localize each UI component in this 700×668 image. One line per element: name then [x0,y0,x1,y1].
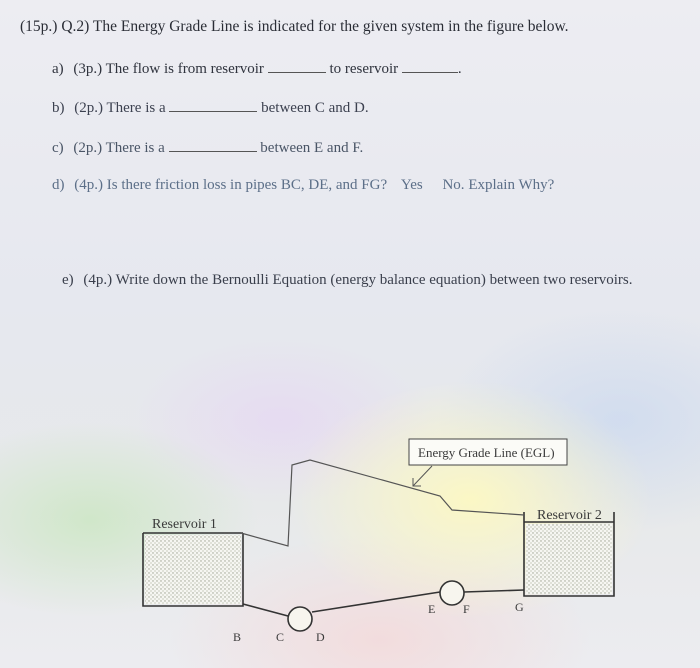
pipe-bc [243,604,288,616]
question-b-lead: b) [52,100,65,116]
question-a-text2: to reservoir [329,61,399,77]
question-e-lead: e) [62,272,74,288]
question-a-end: . [457,61,462,77]
reservoir-2-water [526,524,612,594]
egl-arrow-shaft [413,466,432,486]
pipe-de [312,592,440,612]
question-d-text1: Is there friction loss in pipes BC, DE, and FG? [106,177,388,193]
point-g-label: G [515,600,524,614]
question-d-lead: d) [52,177,65,193]
question-d-explain: Explain Why? [468,177,555,193]
reservoir-1-water [145,535,241,604]
question-c-text2: between E and F. [260,140,364,156]
question-b-text2: between C and D. [261,100,369,116]
egl-label: Energy Grade Line (EGL) [418,445,555,460]
question-b-text1: There is a [106,100,166,116]
reservoir-1-label: Reservoir 1 [152,517,217,532]
question-c-text1: There is a [105,140,165,156]
point-f-label: F [463,602,470,616]
device-cd-circle [288,607,312,631]
question-a-text1: The flow is from reservoir [105,61,264,77]
question-a-points: (3p.) [73,61,103,77]
device-ef-circle [440,581,464,605]
option-yes[interactable]: Yes [400,177,423,193]
pipe-fg [464,590,524,592]
question-e-text: Write down the Bernoulli Equation (energy balance equation) between two reservoirs. [115,272,633,288]
point-d-label: D [316,630,325,644]
question-c-points: (2p.) [73,140,103,156]
question-b-points: (2p.) [74,100,103,116]
question-title: (15p.) Q.2) The Energy Grade Line is indicated for the given system in the figure below. [20,18,569,35]
option-no[interactable]: No. [442,177,465,193]
point-b-label: B [233,630,242,644]
question-e-points: (4p.) [83,272,113,288]
reservoir-2-label: Reservoir 2 [537,508,602,523]
question-d-points: (4p.) [74,177,103,193]
question-a-lead: a) [52,61,64,77]
energy-grade-line [241,460,524,546]
point-e-label: E [428,602,436,616]
point-c-label: C [276,630,285,644]
question-c-lead: c) [52,140,64,156]
